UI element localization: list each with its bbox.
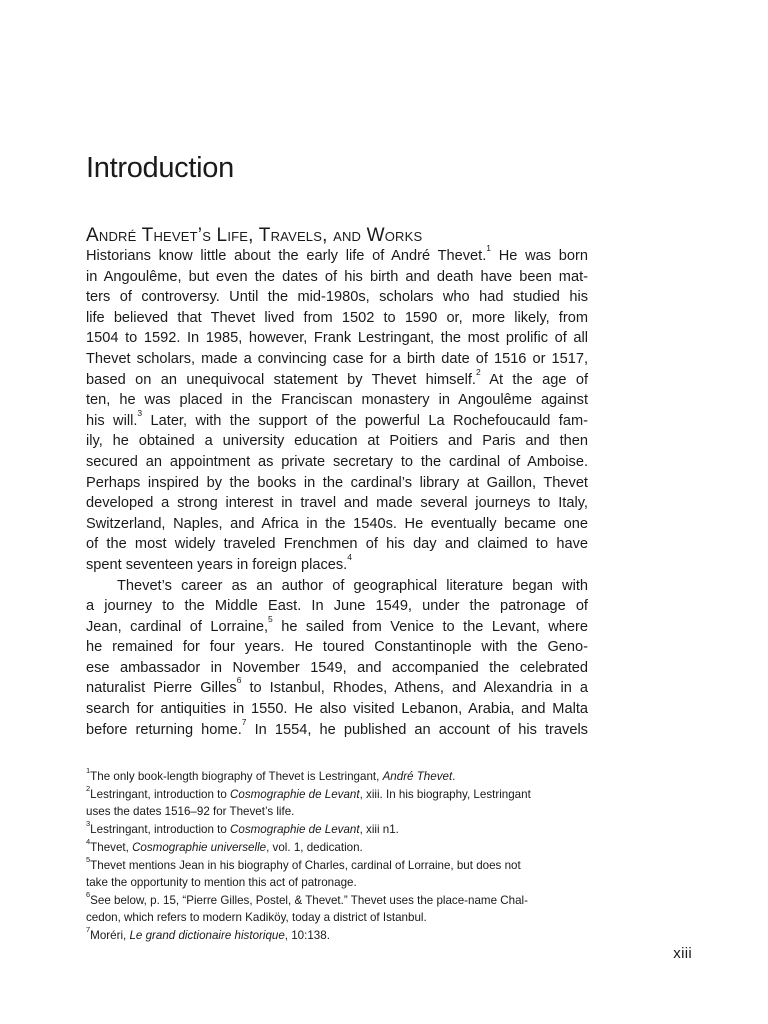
- footnote-ref[interactable]: 6: [236, 675, 242, 686]
- body-line: life believed that Thevet lived from 1502 to 1590 or, more likely, from: [86, 309, 588, 326]
- footnote-number: 7: [86, 925, 91, 934]
- footnote-number: 6: [86, 890, 91, 899]
- body-line: Switzerland, Naples, and Africa in the 1540s. He eventually became one: [86, 515, 588, 532]
- footnote-ref[interactable]: 1: [486, 243, 491, 253]
- body-line: ese ambassador in November 1549, and accompanied the celebrated: [86, 659, 588, 676]
- footnote-ref[interactable]: 4: [347, 551, 352, 562]
- body-line: Thevet’s career as an author of geographical literature began with: [117, 577, 588, 594]
- footnote-number: 4: [86, 837, 91, 846]
- chapter-title: Introduction: [86, 152, 234, 184]
- body-line: ters of controversy. Until the mid-1980s, scholars who had studied his: [86, 289, 588, 306]
- body-line: naturalist Pierre Gilles$^6$ to Istanbul, Rhodes, Athens, and Alexandria in a: [86, 675, 589, 697]
- body-line: Thevet scholars, made a convincing case for a birth date of 1516 or 1517,: [86, 350, 588, 367]
- footnote-number: 3: [86, 819, 91, 828]
- body-line: Jean, cardinal of Lorraine,$^5$ he sailed from Venice to the Levant, where: [86, 613, 588, 635]
- italic-title: André Thevet: [382, 770, 453, 783]
- body-line: of the most widely traveled Frenchmen of his day and claimed to have: [86, 536, 588, 553]
- body-line: ten, he was placed in the Franciscan monastery in Angoulême against: [86, 392, 588, 409]
- footnote-2-line: uses the dates 1516–92 for Thevet’s life.: [86, 805, 295, 818]
- footnote-5-line: take the opportunity to mention this act of patronage.: [86, 876, 357, 889]
- footnote-ref[interactable]: 2: [475, 366, 481, 377]
- section-heading: André Thevet’s Life, Travels, and Works: [86, 225, 423, 246]
- italic-title: Cosmographie de Levant: [230, 823, 360, 836]
- body-line: Historians know little about the early life of André Thevet.$^1$ He was born: [86, 243, 589, 264]
- italic-title: Cosmographie universelle: [132, 841, 267, 854]
- body-line: his will.$^3$ Later, with the support of the powerful La Rochefoucauld fam-: [86, 407, 588, 429]
- body-line: secured an appointment as private secretary to the cardinal of Amboise.: [86, 453, 588, 470]
- body-line: search for antiquities in 1550. He also visited Lebanon, Arabia, and Malta: [86, 701, 588, 718]
- body-line: spent seventeen years in foreign places.$^4$: [86, 551, 352, 573]
- body-line: based on an unequivocal statement by Thevet himself.$^2$ At the age of: [86, 366, 588, 388]
- footnote-1-line: $^1$The only book-length biography of Thevet is Lestringant, André Thevet.: [86, 766, 456, 783]
- body-line: in Angoulême, but even the dates of his birth and death have been mat-: [86, 268, 588, 285]
- body-line: Perhaps inspired by the books in the cardinal’s library at Gaillon, Thevet: [86, 474, 588, 491]
- footnote-ref[interactable]: 5: [268, 613, 273, 624]
- footnotes: [86, 768, 588, 944]
- footnote-ref[interactable]: 7: [241, 716, 247, 727]
- footnote-7-line: $^7$Moréri, Le grand dictionaire historique, 10:138.: [86, 925, 330, 942]
- italic-title: Cosmographie de Levant: [230, 788, 360, 801]
- footnote-3-line: $^3$Lestringant, introduction to Cosmographie de Levant, xiii n1.: [86, 819, 399, 836]
- italic-title: Le grand dictionaire historique: [129, 929, 285, 942]
- body-line: developed a strong interest in travel and made several journeys to Italy,: [86, 495, 588, 512]
- body-line: ily, he obtained a university education at Poitiers and Paris and then: [86, 433, 588, 450]
- body-line: 1504 to 1592. In 1985, however, Frank Lestringant, the most prolific of all: [86, 330, 588, 347]
- footnote-6-line: $^6$See below, p. 15, “Pierre Gilles, Postel, & Thevet.” Thevet uses the place-name Chal-: [86, 890, 528, 907]
- body-line: before returning home.$^7$ In 1554, he published an account of his travels: [86, 716, 588, 738]
- footnote-2-line: $^2$Lestringant, introduction to Cosmographie de Levant, xiii. In his biography, Lestringant: [86, 784, 531, 801]
- footnote-4-line: $^4$Thevet, Cosmographie universelle, vol. 1, dedication.: [86, 837, 363, 854]
- footnote-6-line: cedon, which refers to modern Kadiköy, today a district of Istanbul.: [86, 911, 427, 924]
- footnote-ref[interactable]: 3: [137, 407, 143, 418]
- page-number: xiii: [673, 945, 692, 962]
- footnote-5-line: $^5$Thevet mentions Jean in his biography of Charles, cardinal of Lorraine, but does not: [86, 855, 521, 872]
- body-line: a journey to the Middle East. In June 1549, under the patronage of: [86, 598, 588, 615]
- body-line: he remained for four years. He toured Constantinople with the Geno-: [86, 639, 588, 656]
- body-text: [86, 243, 589, 740]
- footnote-number: 1: [86, 766, 91, 775]
- footnote-number: 2: [86, 784, 91, 793]
- footnote-number: 5: [86, 855, 91, 864]
